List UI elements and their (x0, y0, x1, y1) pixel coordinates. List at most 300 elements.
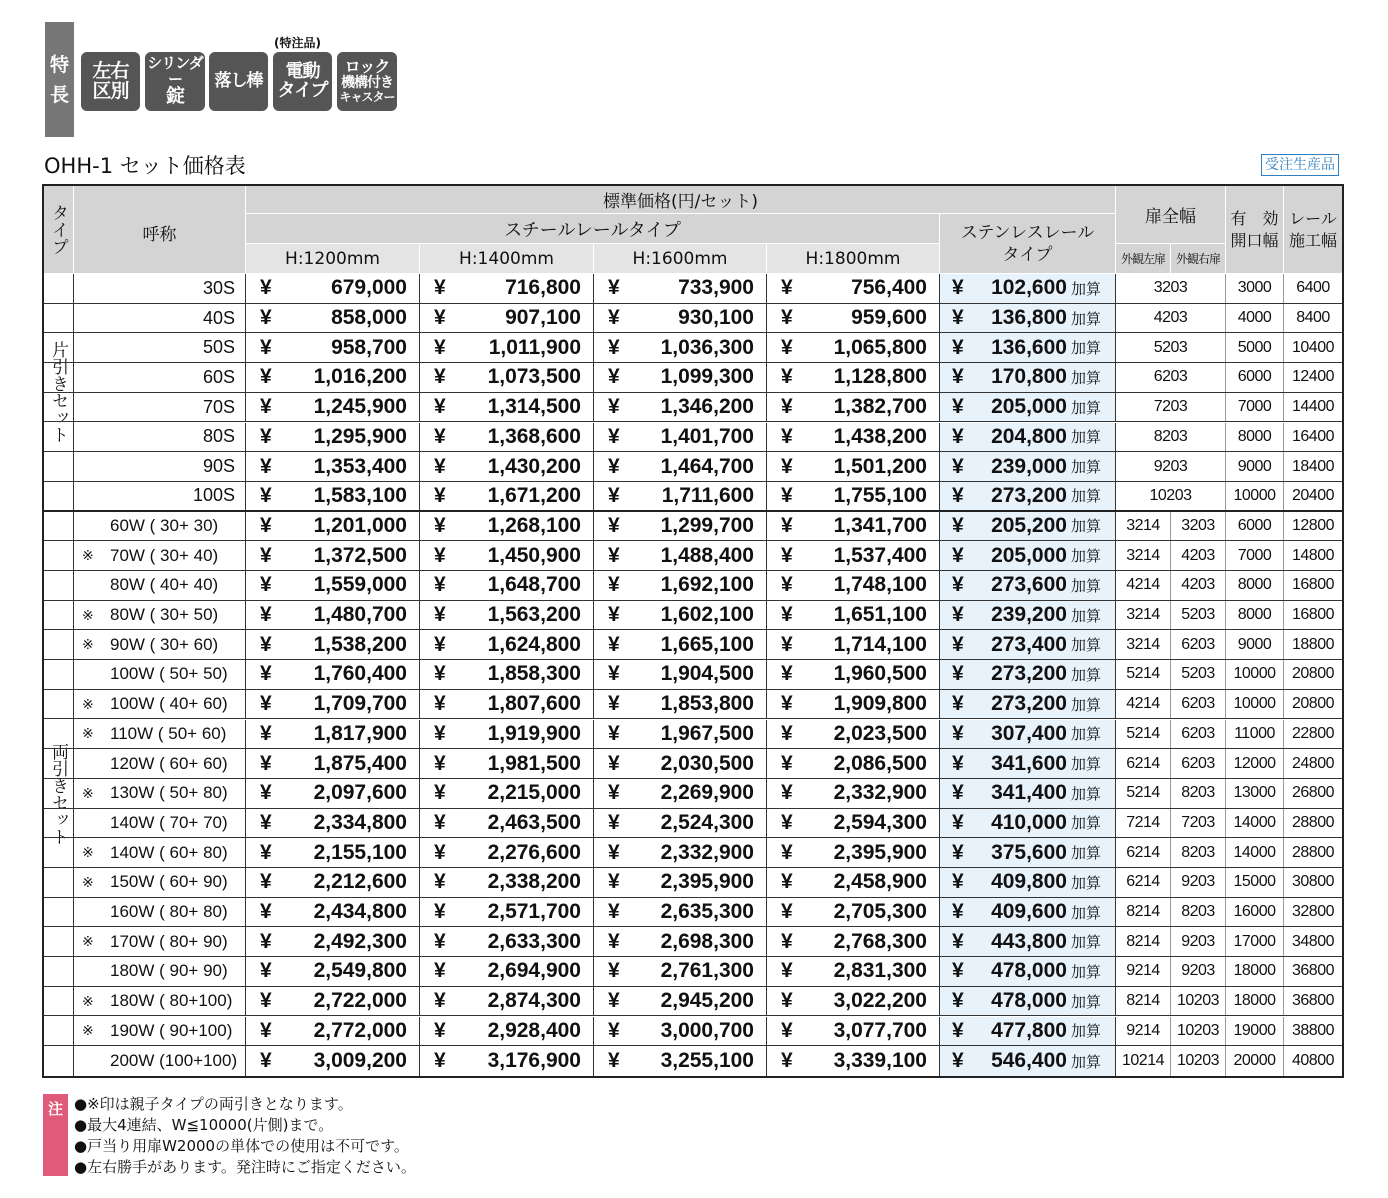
yen-sign: ¥ (260, 365, 272, 389)
row-name (74, 660, 246, 689)
stainless-price-cell (940, 333, 1116, 362)
yen-sign: ¥ (608, 810, 620, 834)
price-cell (246, 1046, 420, 1076)
price-value: 1,858,300 (487, 662, 581, 686)
price-cell (767, 452, 940, 481)
yen-sign: ¥ (952, 662, 964, 686)
right-door-width: 9203 (1171, 957, 1226, 986)
price-value: 1,201,000 (313, 513, 407, 537)
group-double: 両引きセット (44, 512, 74, 1076)
special-order-note: (特注品) (274, 36, 321, 50)
table-row (44, 927, 1342, 957)
price-value: 2,434,800 (313, 900, 407, 924)
price-value: 1,875,400 (313, 751, 407, 775)
price-value: 2,395,900 (660, 870, 754, 894)
row-name (74, 452, 246, 481)
price-value: 907,100 (505, 306, 581, 330)
price-cell (594, 898, 767, 927)
yen-sign: ¥ (952, 513, 964, 537)
left-door-width: 4214 (1116, 571, 1171, 600)
left-door-width: 10214 (1116, 1046, 1171, 1076)
yen-sign: ¥ (952, 929, 964, 953)
add-label: 加算 (1070, 815, 1101, 833)
price-cell (767, 393, 940, 422)
stainless-price-value: 410,000 (991, 810, 1067, 834)
price-cell (420, 749, 594, 778)
price-value: 1,748,100 (833, 573, 927, 597)
price-cell (594, 779, 767, 808)
effective-width: 12000 (1226, 749, 1284, 778)
yen-sign: ¥ (952, 424, 964, 448)
price-value: 1,537,400 (833, 543, 927, 567)
yen-sign: ¥ (608, 573, 620, 597)
left-door-width: 9214 (1116, 957, 1171, 986)
price-value: 733,900 (678, 276, 754, 300)
price-cell (246, 571, 420, 600)
yen-sign: ¥ (952, 603, 964, 627)
yen-sign: ¥ (608, 513, 620, 537)
row-name (74, 333, 246, 362)
rail-width: 14400 (1292, 398, 1334, 416)
yen-sign: ¥ (434, 573, 446, 597)
price-value: 1,692,100 (660, 573, 754, 597)
yen-sign: ¥ (781, 840, 793, 864)
rail-width: 30800 (1292, 873, 1334, 891)
door-width: 10203 (1116, 482, 1226, 510)
parent-child-mark: ※ (82, 784, 94, 801)
yen-sign: ¥ (434, 1049, 446, 1073)
row-name-text: 80W ( 40+ 40) (110, 575, 219, 595)
right-door-width: 9203 (1171, 927, 1226, 956)
price-cell (246, 393, 420, 422)
price-cell (594, 571, 767, 600)
price-value: 1,807,600 (487, 692, 581, 716)
stainless-price-value: 273,200 (991, 662, 1067, 686)
effective-width: 13000 (1226, 779, 1284, 808)
stainless-price-cell (940, 779, 1116, 808)
effective-width: 6000 (1226, 363, 1284, 392)
table-row (44, 630, 1342, 660)
stainless-price-cell (940, 690, 1116, 719)
right-door-width: 8203 (1171, 838, 1226, 867)
price-cell (594, 541, 767, 570)
price-value: 1,538,200 (313, 632, 407, 656)
yen-sign: ¥ (952, 483, 964, 507)
yen-sign: ¥ (260, 840, 272, 864)
left-door-width: 9214 (1116, 1017, 1171, 1046)
row-name (74, 423, 246, 452)
row-name (74, 512, 246, 541)
price-cell (594, 660, 767, 689)
price-cell (594, 423, 767, 452)
price-cell (767, 957, 940, 986)
price-value: 1,709,700 (313, 692, 407, 716)
right-door-width: 5203 (1171, 660, 1226, 689)
price-cell (767, 363, 940, 392)
stainless-price-value: 443,800 (991, 929, 1067, 953)
table-row (44, 482, 1342, 512)
price-value: 1,665,100 (660, 632, 754, 656)
yen-sign: ¥ (608, 751, 620, 775)
price-value: 1,295,900 (313, 424, 407, 448)
price-cell (420, 898, 594, 927)
yen-sign: ¥ (434, 543, 446, 567)
price-cell (767, 1046, 940, 1076)
parent-child-mark: ※ (82, 1022, 94, 1039)
yen-sign: ¥ (781, 900, 793, 924)
yen-sign: ¥ (434, 632, 446, 656)
yen-sign: ¥ (608, 1049, 620, 1073)
yen-sign: ¥ (781, 1018, 793, 1042)
row-name-text: 80W ( 30+ 50) (110, 605, 219, 625)
price-cell (246, 630, 420, 659)
price-cell (767, 987, 940, 1016)
price-value: 1,430,200 (487, 454, 581, 478)
add-label: 加算 (1070, 577, 1101, 595)
row-name-text: 110W ( 50+ 60) (110, 723, 227, 743)
parent-child-mark: ※ (82, 844, 94, 861)
price-value: 3,339,100 (833, 1049, 927, 1073)
table-row (44, 720, 1342, 750)
yen-sign: ¥ (260, 603, 272, 627)
row-name-text: 90S (202, 456, 235, 477)
right-door-width: 6203 (1171, 720, 1226, 749)
price-cell (767, 690, 940, 719)
note-line: ●最大4連結、W≦10000(片側)まで。 (74, 1116, 334, 1134)
price-cell (246, 1017, 420, 1046)
price-value: 716,800 (505, 276, 581, 300)
price-cell (594, 957, 767, 986)
left-door-width: 3214 (1116, 541, 1171, 570)
yen-sign: ¥ (608, 900, 620, 924)
yen-sign: ¥ (781, 1049, 793, 1073)
price-cell (767, 898, 940, 927)
price-cell (246, 423, 420, 452)
yen-sign: ¥ (781, 810, 793, 834)
row-name-text: 70S (202, 396, 235, 417)
price-cell (246, 868, 420, 897)
price-cell (594, 838, 767, 867)
yen-sign: ¥ (781, 662, 793, 686)
table-row (44, 423, 1342, 453)
add-label: 加算 (1070, 369, 1101, 387)
stainless-price-cell (940, 898, 1116, 927)
price-cell (246, 957, 420, 986)
price-value: 1,036,300 (660, 335, 754, 359)
yen-sign: ¥ (608, 721, 620, 745)
add-label: 加算 (1070, 518, 1101, 536)
yen-sign: ¥ (781, 929, 793, 953)
price-value: 2,463,500 (487, 810, 581, 834)
effective-width: 5000 (1226, 333, 1284, 362)
parent-child-mark: ※ (82, 873, 94, 890)
yen-sign: ¥ (608, 781, 620, 805)
header-right-door: 外観右扉 (1171, 244, 1226, 274)
yen-sign: ¥ (952, 900, 964, 924)
price-cell (420, 571, 594, 600)
table-row (44, 571, 1342, 601)
price-value: 3,022,200 (833, 989, 927, 1013)
row-name-text: 200W (100+100) (110, 1051, 238, 1071)
price-cell (420, 541, 594, 570)
right-door-width: 7203 (1171, 809, 1226, 838)
stainless-price-cell (940, 393, 1116, 422)
right-door-width: 10203 (1171, 1017, 1226, 1046)
table-row (44, 274, 1342, 304)
row-name (74, 749, 246, 778)
price-value: 1,438,200 (833, 424, 927, 448)
effective-width: 10000 (1226, 660, 1284, 689)
price-cell (246, 720, 420, 749)
price-value: 1,011,900 (488, 335, 581, 359)
row-name (74, 571, 246, 600)
price-value: 2,395,900 (833, 840, 927, 864)
price-cell (594, 690, 767, 719)
rail-width: 20800 (1292, 695, 1334, 713)
left-door-width: 5214 (1116, 660, 1171, 689)
rail-width: 14800 (1292, 546, 1334, 564)
price-cell (767, 749, 940, 778)
price-cell (594, 749, 767, 778)
effective-width: 15000 (1226, 868, 1284, 897)
rail-width: 16800 (1292, 576, 1334, 594)
stainless-price-cell (940, 601, 1116, 630)
rail-width: 12800 (1292, 516, 1334, 534)
price-cell (246, 690, 420, 719)
row-name (74, 393, 246, 422)
price-value: 2,215,000 (487, 781, 581, 805)
rail-width: 20400 (1292, 486, 1334, 504)
yen-sign: ¥ (608, 276, 620, 300)
yen-sign: ¥ (952, 751, 964, 775)
row-name (74, 779, 246, 808)
stainless-price-cell (940, 423, 1116, 452)
table-row (44, 957, 1342, 987)
price-cell (420, 809, 594, 838)
header-h1600: H:1600mm (594, 244, 767, 274)
stainless-price-value: 478,000 (991, 989, 1067, 1013)
price-value: 1,353,400 (313, 454, 407, 478)
yen-sign: ¥ (781, 989, 793, 1013)
note-tag: 注 (43, 1094, 68, 1176)
stainless-price-value: 273,200 (991, 692, 1067, 716)
add-label: 加算 (1070, 726, 1101, 744)
yen-sign: ¥ (608, 989, 620, 1013)
stainless-price-value: 205,000 (991, 395, 1067, 419)
stainless-price-value: 136,600 (991, 335, 1067, 359)
price-cell (246, 660, 420, 689)
add-label: 加算 (1070, 934, 1101, 952)
table-row (44, 898, 1342, 928)
header-h1200: H:1200mm (246, 244, 420, 274)
yen-sign: ¥ (608, 692, 620, 716)
rail-width: 12400 (1292, 368, 1334, 386)
rail-width: 16400 (1292, 427, 1334, 445)
row-name (74, 482, 246, 510)
table-row (44, 838, 1342, 868)
yen-sign: ¥ (434, 900, 446, 924)
left-door-width: 8214 (1116, 898, 1171, 927)
price-cell (246, 898, 420, 927)
price-cell (594, 393, 767, 422)
rail-width: 8400 (1296, 309, 1330, 327)
yen-sign: ¥ (952, 573, 964, 597)
effective-width: 19000 (1226, 1017, 1284, 1046)
price-value: 1,016,200 (313, 365, 407, 389)
stainless-price-cell (940, 660, 1116, 689)
price-value: 3,077,700 (833, 1018, 927, 1042)
rail-width: 10400 (1292, 338, 1334, 356)
price-value: 1,073,500 (487, 365, 581, 389)
yen-sign: ¥ (434, 306, 446, 330)
price-cell (767, 333, 940, 362)
yen-sign: ¥ (260, 335, 272, 359)
add-label: 加算 (1070, 340, 1101, 358)
badge-electric: 電動 タイプ (273, 52, 332, 111)
group-single: 片引きセット (44, 274, 74, 512)
yen-sign: ¥ (434, 751, 446, 775)
add-label: 加算 (1070, 607, 1101, 625)
left-door-width: 6214 (1116, 838, 1171, 867)
parent-child-mark: ※ (82, 636, 94, 653)
yen-sign: ¥ (260, 395, 272, 419)
price-value: 1,268,100 (487, 513, 581, 537)
yen-sign: ¥ (260, 454, 272, 478)
badge-cylinder: シリンダー 錠 (145, 52, 205, 111)
yen-sign: ¥ (952, 721, 964, 745)
stainless-price-cell (940, 927, 1116, 956)
row-name-text: 140W ( 60+ 80) (110, 842, 228, 862)
header-stainless: ステンレスレール タイプ (940, 214, 1116, 274)
price-cell (420, 720, 594, 749)
price-value: 858,000 (331, 306, 407, 330)
right-door-width: 8203 (1171, 898, 1226, 927)
price-cell (767, 660, 940, 689)
price-cell (594, 482, 767, 510)
row-name (74, 541, 246, 570)
price-value: 2,492,300 (313, 929, 407, 953)
price-cell (767, 809, 940, 838)
price-cell (594, 452, 767, 481)
price-value: 1,981,500 (487, 751, 581, 775)
price-value: 1,099,300 (660, 365, 754, 389)
yen-sign: ¥ (952, 335, 964, 359)
price-value: 2,212,600 (313, 870, 407, 894)
yen-sign: ¥ (260, 513, 272, 537)
yen-sign: ¥ (781, 781, 793, 805)
rail-width: 34800 (1292, 932, 1334, 950)
row-name-text: 120W ( 60+ 60) (110, 753, 228, 773)
yen-sign: ¥ (434, 989, 446, 1013)
add-label: 加算 (1070, 874, 1101, 892)
price-value: 2,097,600 (313, 781, 407, 805)
yen-sign: ¥ (608, 483, 620, 507)
price-cell (594, 630, 767, 659)
stainless-price-value: 546,400 (991, 1049, 1067, 1073)
row-name (74, 868, 246, 897)
price-table (42, 184, 1344, 1078)
price-value: 1,372,500 (313, 543, 407, 567)
price-value: 1,401,700 (660, 424, 754, 448)
row-name-text: 160W ( 80+ 80) (110, 902, 228, 922)
left-door-width: 6214 (1116, 868, 1171, 897)
price-cell (420, 601, 594, 630)
yen-sign: ¥ (260, 483, 272, 507)
stainless-price-cell (940, 868, 1116, 897)
row-name (74, 690, 246, 719)
add-label: 加算 (1070, 963, 1101, 981)
price-cell (420, 987, 594, 1016)
price-cell (420, 1046, 594, 1076)
yen-sign: ¥ (260, 721, 272, 745)
door-width: 9203 (1116, 452, 1226, 481)
row-name-text: 150W ( 60+ 90) (110, 872, 228, 892)
stainless-price-value: 102,600 (991, 276, 1067, 300)
add-label: 加算 (1070, 666, 1101, 684)
row-name (74, 274, 246, 303)
yen-sign: ¥ (608, 454, 620, 478)
add-label: 加算 (1070, 310, 1101, 328)
stainless-price-cell (940, 720, 1116, 749)
add-label: 加算 (1070, 904, 1101, 922)
table-row (44, 304, 1342, 334)
price-value: 2,945,200 (660, 989, 754, 1013)
left-door-width: 6214 (1116, 749, 1171, 778)
yen-sign: ¥ (260, 276, 272, 300)
table-row (44, 749, 1342, 779)
table-row (44, 1017, 1342, 1047)
effective-width: 18000 (1226, 987, 1284, 1016)
price-value: 3,000,700 (660, 1018, 754, 1042)
price-value: 2,334,800 (313, 810, 407, 834)
yen-sign: ¥ (608, 543, 620, 567)
yen-sign: ¥ (434, 454, 446, 478)
price-value: 1,299,700 (660, 513, 754, 537)
row-name (74, 927, 246, 956)
price-value: 958,700 (331, 335, 407, 359)
yen-sign: ¥ (608, 395, 620, 419)
row-name (74, 898, 246, 927)
price-value: 3,255,100 (660, 1049, 754, 1073)
row-name-text: 70W ( 30+ 40) (110, 545, 219, 565)
price-cell (594, 1017, 767, 1046)
stainless-price-cell (940, 749, 1116, 778)
price-cell (767, 274, 940, 303)
note-line: ●戸当り用扉W2000の単体での使用は不可です。 (74, 1137, 409, 1155)
yen-sign: ¥ (952, 365, 964, 389)
price-cell (594, 601, 767, 630)
add-label: 加算 (1070, 637, 1101, 655)
yen-sign: ¥ (781, 306, 793, 330)
page-title: OHH-1 セット価格表 (44, 154, 246, 178)
row-name-text: 190W ( 90+100) (110, 1020, 233, 1040)
yen-sign: ¥ (608, 662, 620, 686)
stainless-price-cell (940, 541, 1116, 570)
badge-drop-bar: 落し棒 (209, 52, 268, 111)
price-value: 2,332,900 (660, 840, 754, 864)
price-value: 2,722,000 (313, 989, 407, 1013)
stainless-price-value: 478,000 (991, 959, 1067, 983)
price-value: 2,705,300 (833, 900, 927, 924)
stainless-price-value: 239,200 (991, 603, 1067, 627)
row-name-text: 60W ( 30+ 30) (110, 515, 219, 535)
yen-sign: ¥ (952, 959, 964, 983)
effective-width: 3000 (1226, 274, 1284, 303)
price-value: 679,000 (331, 276, 407, 300)
rail-width: 32800 (1292, 903, 1334, 921)
price-value: 1,464,700 (660, 454, 754, 478)
price-value: 1,346,200 (660, 395, 754, 419)
